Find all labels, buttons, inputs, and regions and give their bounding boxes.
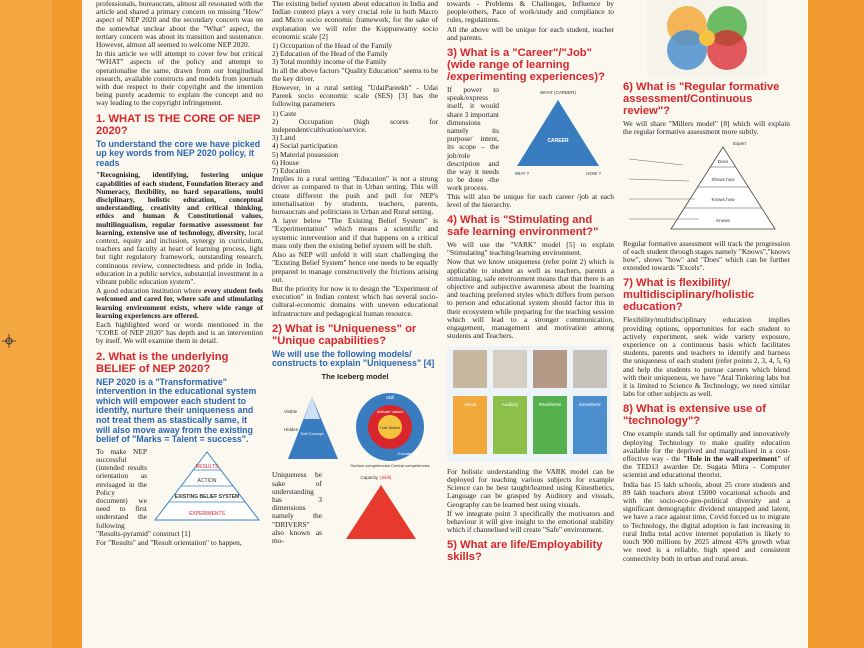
hole-in-wall-rest: of the TED13 awardee Dr. Sugata Mitra - Computer scientist and educational theorist.: [623, 454, 790, 480]
career-wrap: [447, 86, 614, 193]
career-what-label: WHAT (CAREER): [540, 90, 576, 96]
subheading-key-words: To understand the core we have picked up key words from NEP 2020 policy, it reads: [96, 138, 261, 168]
paragraph-towards: towards - Problems & Challenges, Influence by people/others, Pace of work/study and compliance to rules, regulations.: [447, 0, 614, 25]
page-margin-left: [52, 0, 82, 648]
results-pyramid-diagram: [151, 448, 263, 530]
hole-in-wall-bold: "Hole in the wall experiment": [682, 454, 782, 464]
heading-uniqueness: 2) What is "Uniqueness" or "Unique capabilities?: [272, 322, 417, 347]
heading-technology: 8) What is extensive use of "technology"?: [623, 403, 766, 428]
career-center-label: CAREER: [547, 138, 569, 145]
vark-read-write-label: Read/Write: [538, 401, 562, 407]
iceberg-attitude-label: Attitude Values: [376, 409, 404, 415]
registration-mark-icon: [2, 334, 16, 348]
column-3: [447, 0, 614, 566]
heading-life-skills: 5) What are life/Employability skills?: [447, 539, 603, 564]
keywords-rest: local context, equity and inclusion, synergy in curriculum, teachers and faculty at heart of learning process, light but tight regulatory framework, outstanding research, continuous review, connectedness and pride in India, education in a public service, substantial investment in a vibrant public education system".: [96, 227, 263, 287]
iceberg-model-diagram: [272, 383, 438, 469]
paragraph-uniqueness: Uniqueness be sake of understanding has 3 dimensions namely the "DRIVERS" also known as mo-: [272, 470, 322, 545]
heading-career-job: 3) What is a "Career"/"Job" (wide range of learning /experimenting experiences)?: [447, 47, 605, 84]
list-item: 4) Social participation: [272, 141, 338, 151]
heading-core-of-nep: 1. WHAT IS THE CORE OF NEP 2020?: [96, 112, 261, 137]
miller-knows-how-label: Knows how: [711, 197, 735, 203]
vark-visual-label: Visual: [463, 401, 477, 407]
good-institution-text: A good education institution where: [96, 286, 204, 296]
list-item: 2) Education of the Head of the Family: [272, 49, 388, 59]
vark-kinesthetic-label: Kinesthetic: [578, 401, 602, 407]
column-1: [96, 0, 263, 548]
subheading-transformative: NEP 2020 is a "Transformative" intervention in the educational system which will empower each student to identify, nurture their uniqueness and not treat them as stastically same, it will also move away from the existing belief of "Marks = Talent = success".: [96, 376, 257, 445]
paragraph-results-pyramid: To make NEP successful (intended results orientation as envisaged in the Policy document) we need to first understand the following: [96, 446, 147, 530]
miller-shows-how-label: Shows how: [711, 177, 735, 183]
pyramid-results-label: RESULTS: [195, 463, 219, 470]
list-item: 3) Land: [272, 133, 296, 143]
miller-does-label: Does: [717, 159, 729, 165]
list-item: 5) Material possession: [272, 149, 339, 159]
paragraph-vark-integrate: If we integrate point 3 specifically the motivators and behaviour it will give insight to the emotional stability which if channelised will create "Safe" environment.: [447, 508, 614, 535]
list-item: 6) House: [272, 157, 299, 167]
paragraph-results-pyramid-end: "Results-pyramid" construct [1]: [96, 528, 191, 538]
paragraph-hole-in-wall: [623, 430, 790, 479]
list-item: 3) Total monthly income of the Family: [272, 57, 387, 67]
iceberg-hidden-label: Hidden: [284, 427, 299, 433]
column-4: [623, 0, 790, 564]
millers-pyramid-diagram: [623, 137, 789, 237]
keywords-bold: "Recognising, identifying, fostering unique capabilities of each student, Foundation literacy and Numeracy, flexibility, no hard separations, multi disciplinary, holistic education, conceptual understanding, creativity and critical thinking, ethics and human & Constitutional values, multilingualism, regular formative assessment for learning, extensive use of technology, diversity,: [96, 170, 263, 237]
list-pareek: [272, 110, 438, 176]
paragraph-vark-intro: We will use the "VARK" model [5] to explain "Stimulating" teaching/learning environment.: [447, 240, 614, 258]
pyramid-action-label: ACTION: [197, 477, 217, 484]
vark-auditory-label: Auditory: [501, 401, 519, 407]
paragraph-key-driver: In all the above factors "Quality Education" seems to be the key driver.: [272, 65, 438, 83]
capacity-skill-label: (Skill): [380, 475, 392, 481]
paragraph-good-institution: [96, 287, 263, 320]
paragraph-results-last: For "Results" and "Result orientation" to happen,: [96, 538, 242, 548]
capacity-label: Capacity: [360, 475, 378, 481]
heading-stimulating: 4) What is "Stimulating and safe learning environment?": [447, 214, 599, 239]
miller-expert-label: Expert: [733, 141, 747, 147]
subheading-models: We will use the following models/ constructs to explain "Uniqueness" [4]: [272, 348, 435, 369]
good-institution-bold: every student feels welcomed and cared for, where safe and stimulating learning environment exists, where wide range of learning experiences are offered.: [96, 286, 263, 320]
career-triangle-diagram: [503, 86, 613, 178]
iceberg-knowledge-label: Knowledge: [398, 451, 418, 457]
vark-model-diagram: [447, 346, 611, 462]
heading-underlying-belief: 2. What is the underlying BELIEF of NEP 2020?: [96, 350, 229, 375]
paragraph-belief-system: The existing belief system about education in India and Indian context plays a very crucial role in both Macro and Micro socio economic framework, for the sake of explanation we will refer the Kuppuswamy socio economic scale [2]: [272, 0, 438, 41]
newspaper-page: [82, 0, 808, 648]
list-item: 1) Caste: [272, 108, 297, 118]
iceberg-self-concept-label: Self Concept: [300, 431, 324, 437]
paragraph-career-power: If power to speak/express itself, it would share 3 important dimensions namely its purpose/ intent, its scope – the job/role description and the way it needs to be done -the work process.: [447, 85, 499, 193]
paragraph-intro: professionals, bureaucrats, almost all resonated with the article and shared a primary concern on missing "How" aspect of NEP 2020 and the secondary concern was on the somewhat unclear about the "What" aspect, the tertiary concern was about its transition and sustenance. However, almost all seemed to welcome NEP 2020.: [96, 0, 263, 50]
page-margin-right: [808, 0, 864, 648]
paragraph-unique-each: All the above will be unique for each student, teacher and parents.: [447, 24, 614, 42]
paragraph-progression: Regular formative assessment will track the progression of each student through stages namely "Knows","knows how", shows "how" and "Does" which can be further extended towards "Excels".: [623, 238, 790, 273]
uniqueness-wrap: [272, 471, 438, 545]
iceberg-caption: Surface competencies Central competencies: [350, 463, 430, 469]
paragraph-flexibility: Flexibility/multidisciplinary education implies providing options, opportunities for each student to actively experiment, seek wide variety exposure, experience on a continuous basis which facilitates students, parents and teachers to identify and harness the uniqueness of each student (refer points 2, 3, 4, 5, 6) and help the students to pursue careers which blend with their uniqueness, we have "Atal Tinkering labs but it is limited to Science & Technology, we need similar labs for other subjects as well.: [623, 315, 790, 399]
career-why-label: WHY ?: [515, 171, 530, 177]
paragraph-challenge: Also as NEP will unfold it will start challenging the "Existing Belief System" hence one needs to be equally prepared to manage constructively the frictions arising out.: [272, 250, 438, 284]
paragraph-highlight: Each highlighted word or words mentioned in the "CORE of NEP 2020" has depth and is an intervention by itself. We will examine them in detail.: [96, 320, 263, 346]
paragraph-vark-holistic: For holistic understanding the VARK model can be deployed for teaching various subjects for example Science can be best taught/learned using Kinesthetics, Language can be grasped by Auditory and visuals, Geography can be learned best using visuals.: [447, 466, 614, 509]
paragraph-experimentation: A layer below "The Existing Belief System" is "Experimentation" which means a scientific and systemic intervention and if that happens on a critical mass only then the existing belief system will be shift.: [272, 216, 438, 250]
paragraph-vark-detail: Now that we know uniqueness (refer point 2) which is applicable to student as well as teachers, parents a stimulating, safe environment means that that there is an objective and subjective awareness about the learning and teaching preferred styles which differs from person to person and educational system should factor this in their ecosystem while preparing for the teaching session which will lead to a stronger communication, engagement, management and motivation among students and Teachers.: [447, 257, 614, 341]
paragraph-priority: But the priority for now is to design the "Experiment of execution" in Indian context which has several socio-cultural-economic domains with uneven educational infrastructure and pedagogical human resource.: [272, 283, 438, 318]
column-2: [272, 0, 438, 545]
heading-formative-assessment: 6) What is "Regular formative assessment/Continuous review"?: [623, 81, 780, 117]
iceberg-title: The Iceberg model: [321, 371, 389, 381]
list-item: 7) Education: [272, 166, 310, 176]
list-item: 2) Occupation (high scores for independent/cultivation/service.: [272, 116, 438, 135]
paragraph-keywords: [96, 171, 263, 286]
iceberg-visible-label: Visible: [284, 409, 298, 415]
paragraph-career-unique: This will also be unique for each career /job at each level of the hierarchy.: [447, 191, 614, 209]
miller-knows-label: Knows: [716, 218, 730, 224]
list-kuppuswamy: [272, 42, 438, 67]
belief-wrap: [96, 448, 263, 530]
paragraph-india-schools: India has 15 lakh schools, about 25 crore students and 89 lakh teachers about 15000 vocational schools and with the socio-eco-geo-political diversity and a significant demographic dividend untapped and latent, we have a race against time, Covid forced us to migrate to Technology, the digital adoption is fast increasing in rural India total active internet population is likely to touch 900 millions by 2025 almost 45% growth what we need is a reliable, high speed and consistent connectivity both in urban and rural areas.: [623, 479, 790, 563]
paragraph-attempt: In this article we will attempt to cover few but critical "WHAT" aspects of the policy and attempt to operationalise the same, drawn from our longitudinal research, available constructs and models from journals with due respect to their copyright and the intention being purely academic to explain the concept and no way leading to the copyright infringement.: [96, 49, 263, 108]
paragraph-millers: We will share "Millers model" [8] which will explain the regular formative assessment more subtly.: [623, 119, 790, 137]
paragraph-rural-implies: Implies in a rural setting "Education" is not a strong driver as compared to that in Urban setting. This will create different the push and pull for NEP's internalisation by students, teachers, parents, bureaucrats and politicians in Urban and Rural setting.: [272, 174, 438, 217]
pyramid-belief-label: EXISTING BELIEF SYSTEM: [174, 493, 240, 500]
capacity-triangle-diagram: [326, 471, 436, 541]
paragraph-rural-scale: However, in a rural setting "UdaiPareekh" - Udai Pareek socio economic scale (SES) [3] has the following parameters: [272, 83, 438, 109]
iceberg-trait-motive-label: Trait Motive: [379, 425, 401, 431]
heading-flexibility: 7) What is flexibility/ multidisciplinary/holistic education?: [623, 277, 755, 314]
list-item: 1) Occupation of the Head of the Family: [272, 41, 393, 51]
pyramid-experiments-label: EXPERIMENTS: [189, 510, 225, 517]
hole-in-wall-text: One example stands tall for optimally and innovatively deploying Technology to make quality education available for the deprived and marginalised in a cost-effective way - the: [623, 429, 790, 464]
iceberg-skill-label: Skill: [385, 395, 395, 401]
career-how-label: HOW ?: [586, 171, 601, 177]
venn-diagram-image: [647, 0, 767, 76]
